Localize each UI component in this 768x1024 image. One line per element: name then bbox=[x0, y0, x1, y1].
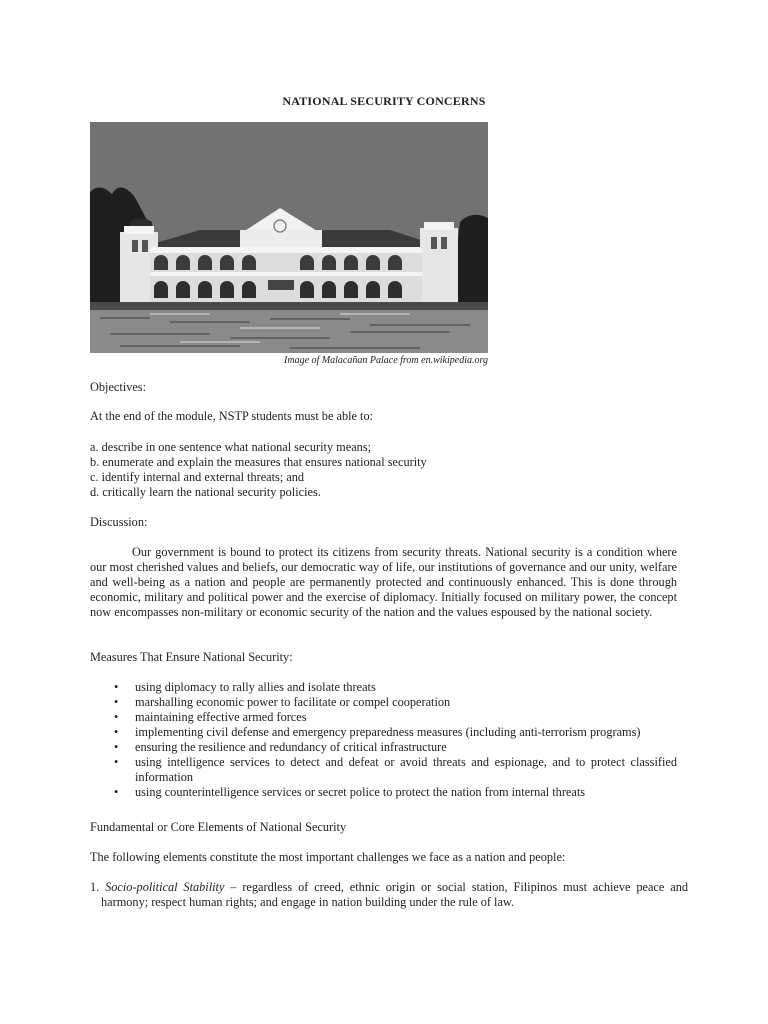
objectives-intro: At the end of the module, NSTP students must be able to: bbox=[90, 409, 374, 423]
image-caption: Image of Malacañan Palace from en.wikipedia.org bbox=[284, 355, 488, 366]
objective-item: c. identify internal and external threats; and bbox=[90, 470, 305, 484]
palace-photo bbox=[90, 122, 488, 353]
discussion-heading: Discussion: bbox=[90, 515, 148, 529]
bullet-icon: • bbox=[114, 785, 119, 799]
objective-item: a. describe in one sentence what national security means; bbox=[90, 440, 372, 454]
discussion-paragraph: Our government is bound to protect its citizens from security threats. National security is a condition where our most cherished values and beliefs, our democratic way of life, our institutions of governance and our unity, welfare and well-being as a nation and people are permanently protected and continuously enhanced. This is done through economic, military and political power and the exercise of diplomacy. Initially focused on military power, the concept now encompasses non-military or economic security of the nation and the values espoused by the national society. bbox=[90, 545, 677, 619]
bullet-icon: • bbox=[114, 755, 119, 769]
objective-item: d. critically learn the national security policies. bbox=[90, 485, 321, 499]
list-item: • ensuring the resilience and redundancy of critical infrastructure bbox=[114, 740, 447, 754]
measures-list bbox=[90, 680, 677, 800]
list-item: • implementing civil defense and emergency preparedness measures (including anti-terrorism programs) bbox=[114, 725, 641, 739]
element-term: Socio-political Stability bbox=[105, 880, 225, 894]
elements-intro: The following elements constitute the most important challenges we face as a nation and people: bbox=[90, 850, 566, 864]
bullet-icon: • bbox=[114, 740, 119, 754]
objectives-heading: Objectives: bbox=[90, 380, 147, 394]
palace-photo-icon bbox=[90, 122, 488, 353]
list-item: • maintaining effective armed forces bbox=[114, 710, 307, 724]
element-item-1: 1. Socio-political Stability – regardless of creed, ethnic origin or social station, Filipinos must achieve peace and harmony; respect human rights; and engage in nation building under the rule of law. bbox=[90, 880, 688, 909]
bullet-icon: • bbox=[114, 695, 119, 709]
bullet-icon: • bbox=[114, 710, 119, 724]
bullet-icon: • bbox=[114, 725, 119, 739]
page-title: NATIONAL SECURITY CONCERNS bbox=[282, 94, 486, 108]
list-item: • using counterintelligence services or secret police to protect the nation from internal threats bbox=[114, 785, 586, 799]
objective-item: b. enumerate and explain the measures that ensures national security bbox=[90, 455, 427, 469]
list-item: • using diplomacy to rally allies and isolate threats bbox=[114, 680, 376, 694]
list-item: • using intelligence services to detect and defeat or avoid threats and espionage, and to protect classified information bbox=[114, 755, 677, 784]
list-item: • marshalling economic power to facilitate or compel cooperation bbox=[114, 695, 451, 709]
elements-heading: Fundamental or Core Elements of National Security bbox=[90, 820, 347, 834]
objectives-list bbox=[90, 440, 677, 500]
bullet-icon: • bbox=[114, 680, 119, 694]
measures-heading: Measures That Ensure National Security: bbox=[90, 650, 293, 664]
